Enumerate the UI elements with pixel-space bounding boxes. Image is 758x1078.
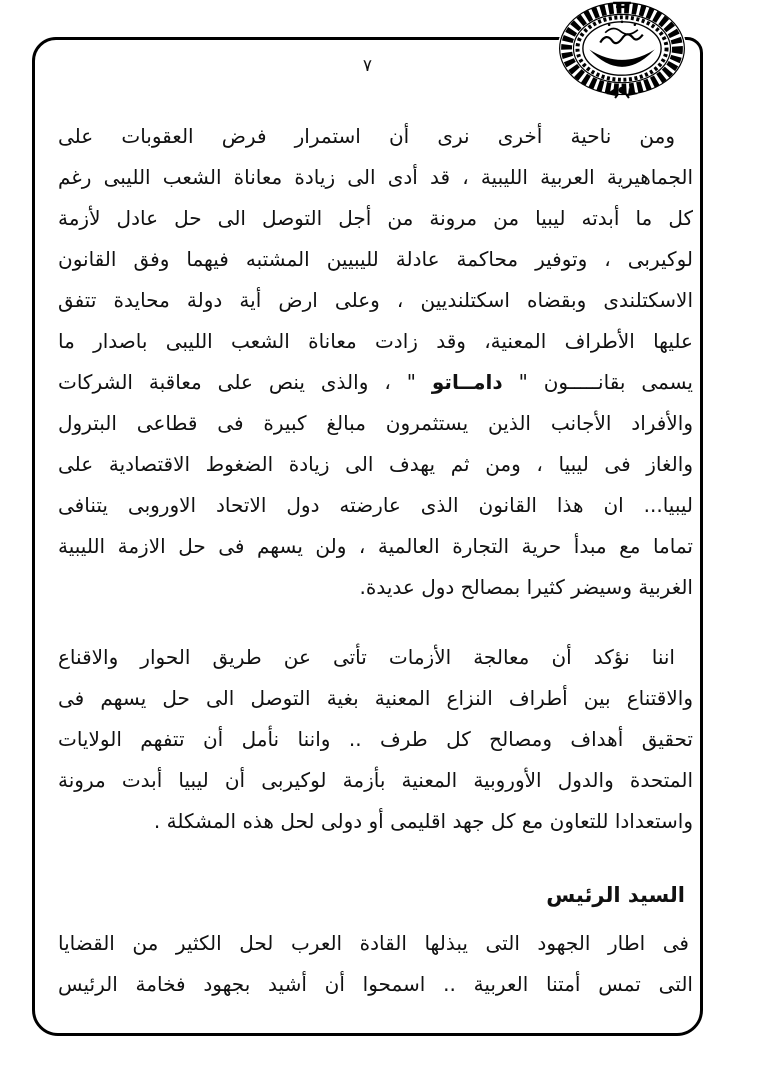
- text-line: واستعدادا للتعاون مع كل جهد اقليمى أو دولى لحل هذه المشكلة .: [153, 809, 693, 833]
- paragraph-president: [58, 923, 693, 1005]
- text-line: والاقتناع بين أطراف النزاع المعنية بغية التوصل الى حل يسهم فى: [58, 686, 693, 710]
- section-heading: السيد الرئيس: [546, 883, 685, 907]
- text-line: والأفراد الأجانب الذين يستثمرون مبالغ كبيرة فى قطاعى البترول: [58, 411, 693, 435]
- document-content: [58, 116, 693, 1005]
- text-line: تماما مع مبدأ حرية التجارة العالمية ، ولن يسهم فى حل الازمة الليبية: [58, 534, 693, 558]
- text-segment: يسمى بقانـــــون ": [502, 370, 693, 394]
- text-line: المتحدة والدول الأوروبية المعنية بأزمة لوكيربى أن ليبيا أبدت مرونة: [58, 768, 693, 792]
- page-number: ٧: [362, 56, 373, 76]
- text-line: تحقيق أهداف ومصالح كل طرف .. واننا نأمل أن تتفهم الولايات: [58, 727, 693, 751]
- text-line: [58, 362, 693, 403]
- text-line: ومن ناحية أخرى نرى أن استمرار فرض العقوبات على: [58, 124, 675, 148]
- text-line: التى تمس أمتنا العربية .. اسمحوا أن أشيد بجهود فخامة الرئيس: [58, 972, 693, 996]
- text-line: والغاز فى ليبيا ، ومن ثم يهدف الى زيادة الضغوط الاقتصادية على: [58, 452, 693, 476]
- text-line: فى اطار الجهود التى يبذلها القادة العرب لحل الكثير من القضايا: [58, 931, 689, 955]
- text-line: الجماهيرية العربية الليبية ، قد أدى الى زيادة معاناة الشعب الليبى رغم: [58, 165, 693, 189]
- text-line: لوكيربى ، وتوفير محاكمة عادلة لليبيين المشتبه فيهما وفق القانون: [58, 247, 693, 271]
- arab-league-emblem-icon: [555, 0, 689, 99]
- text-line: عليها الأطراف المعنية، وقد زادت معاناة الشعب الليبى باصدار ما: [58, 329, 693, 353]
- text-line: كل ما أبدته ليبيا من مرونة من أجل التوصل الى حل عادل لأزمة: [58, 206, 693, 230]
- paragraph-dialogue: [58, 637, 693, 842]
- text-line: ليبيا... ان هذا القانون الذى عارضته دول الاتحاد الاوروبى يتنافى: [58, 493, 693, 517]
- text-line: اننا نؤكد أن معالجة الأزمات تأتى عن طريق الحوار والاقناع: [58, 645, 675, 669]
- text-line: الاسكتلندى وبقضاه اسكتلنديين ، وعلى ارض أية دولة محايدة تتفق: [58, 288, 693, 312]
- text-segment: " ، والذى ينص على معاقبة الشركات: [58, 370, 432, 394]
- emphasized-term: دامــاتو: [431, 370, 503, 394]
- paragraph-sanctions: [58, 116, 693, 608]
- text-line: الغربية وسيضر كثيرا بمصالح دول عديدة.: [359, 575, 693, 599]
